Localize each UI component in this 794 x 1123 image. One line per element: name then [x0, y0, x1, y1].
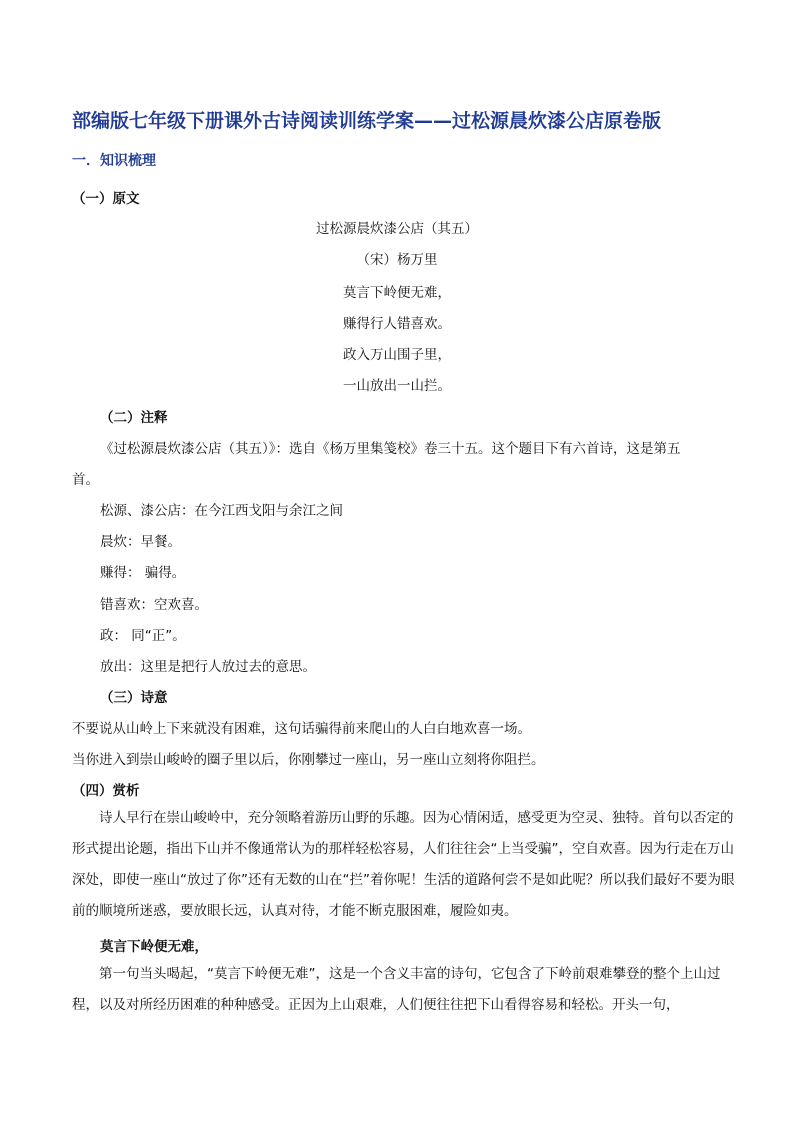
meaning-line: 不要说从山岭上下来就没有困难，这句话骗得前来爬山的人白白地欢喜一场。: [72, 721, 531, 737]
note-line: 赚得： 骗得。: [100, 565, 186, 581]
poem-line: 赚得行人错喜欢。: [343, 316, 451, 332]
note-line: 首。: [72, 472, 99, 488]
meaning-line: 当你进入到崇山峻岭的圈子里以后，你刚攀过一座山，另一座山立刻将你阻拦。: [72, 752, 545, 768]
heading-notes: （二）注释: [100, 410, 168, 426]
note-line: 晨炊：早餐。: [100, 534, 181, 550]
heading-meaning: （三）诗意: [100, 690, 168, 706]
document-title: 部编版七年级下册课外古诗阅读训练学案——过松源晨炊漆公店原卷版: [72, 110, 662, 132]
analysis-paragraph: 第一句当头喝起，“莫言下岭便无难”，这是一个含义丰富的诗句，它包含了下岭前艰难攀登的整个上山过程，以及对所经历困难的种种感受。正因为上山艰难，人们便往往把下山看得容易和轻松。开头一句，: [72, 966, 721, 1013]
poem-line: 政入万山围子里，: [343, 347, 451, 363]
note-line: 错喜欢：空欢喜。: [100, 597, 208, 613]
heading-original-text: （一）原文: [72, 191, 140, 207]
analysis-subheading: 莫言下岭便无难，: [100, 939, 208, 955]
section-heading-knowledge: 一．知识梳理: [72, 153, 156, 169]
note-line: 《过松源晨炊漆公店（其五）》：选自《杨万里集笺校》卷三十五。这个题目下有六首诗，这是第五: [100, 441, 681, 457]
poem-line: 莫言下岭便无难，: [343, 285, 451, 301]
poem-title: 过松源晨炊漆公店（其五）: [316, 221, 478, 237]
note-line: 松源、漆公店：在今江西戈阳与余江之间: [100, 503, 343, 519]
analysis-paragraph: 诗人早行在崇山峻岭中，充分领略着游历山野的乐趣。因为心情闲适，感受更为空灵、独特。首句以否定的形式提出论题，指出下山并不像通常认为的那样轻松容易，人们往往会“上当受骗”，空自欢喜。因为行走在万山深处，即使一座山“放过了你”还有无数的山在“拦”着你呢！生活的道路何尝不是如此呢？所以我们最好不要为眼前的顺境所迷惑，要放眼长远，认真对待，才能不断克服困难，履险如夷。: [72, 810, 735, 919]
poem-author: （宋）杨万里: [356, 252, 438, 268]
note-line: 政： 同“正”。: [100, 628, 186, 644]
note-line: 放出：这里是把行人放过去的意思。: [100, 659, 316, 675]
poem-line: 一山放出一山拦。: [343, 378, 451, 394]
heading-analysis: （四）赏析: [72, 783, 140, 799]
